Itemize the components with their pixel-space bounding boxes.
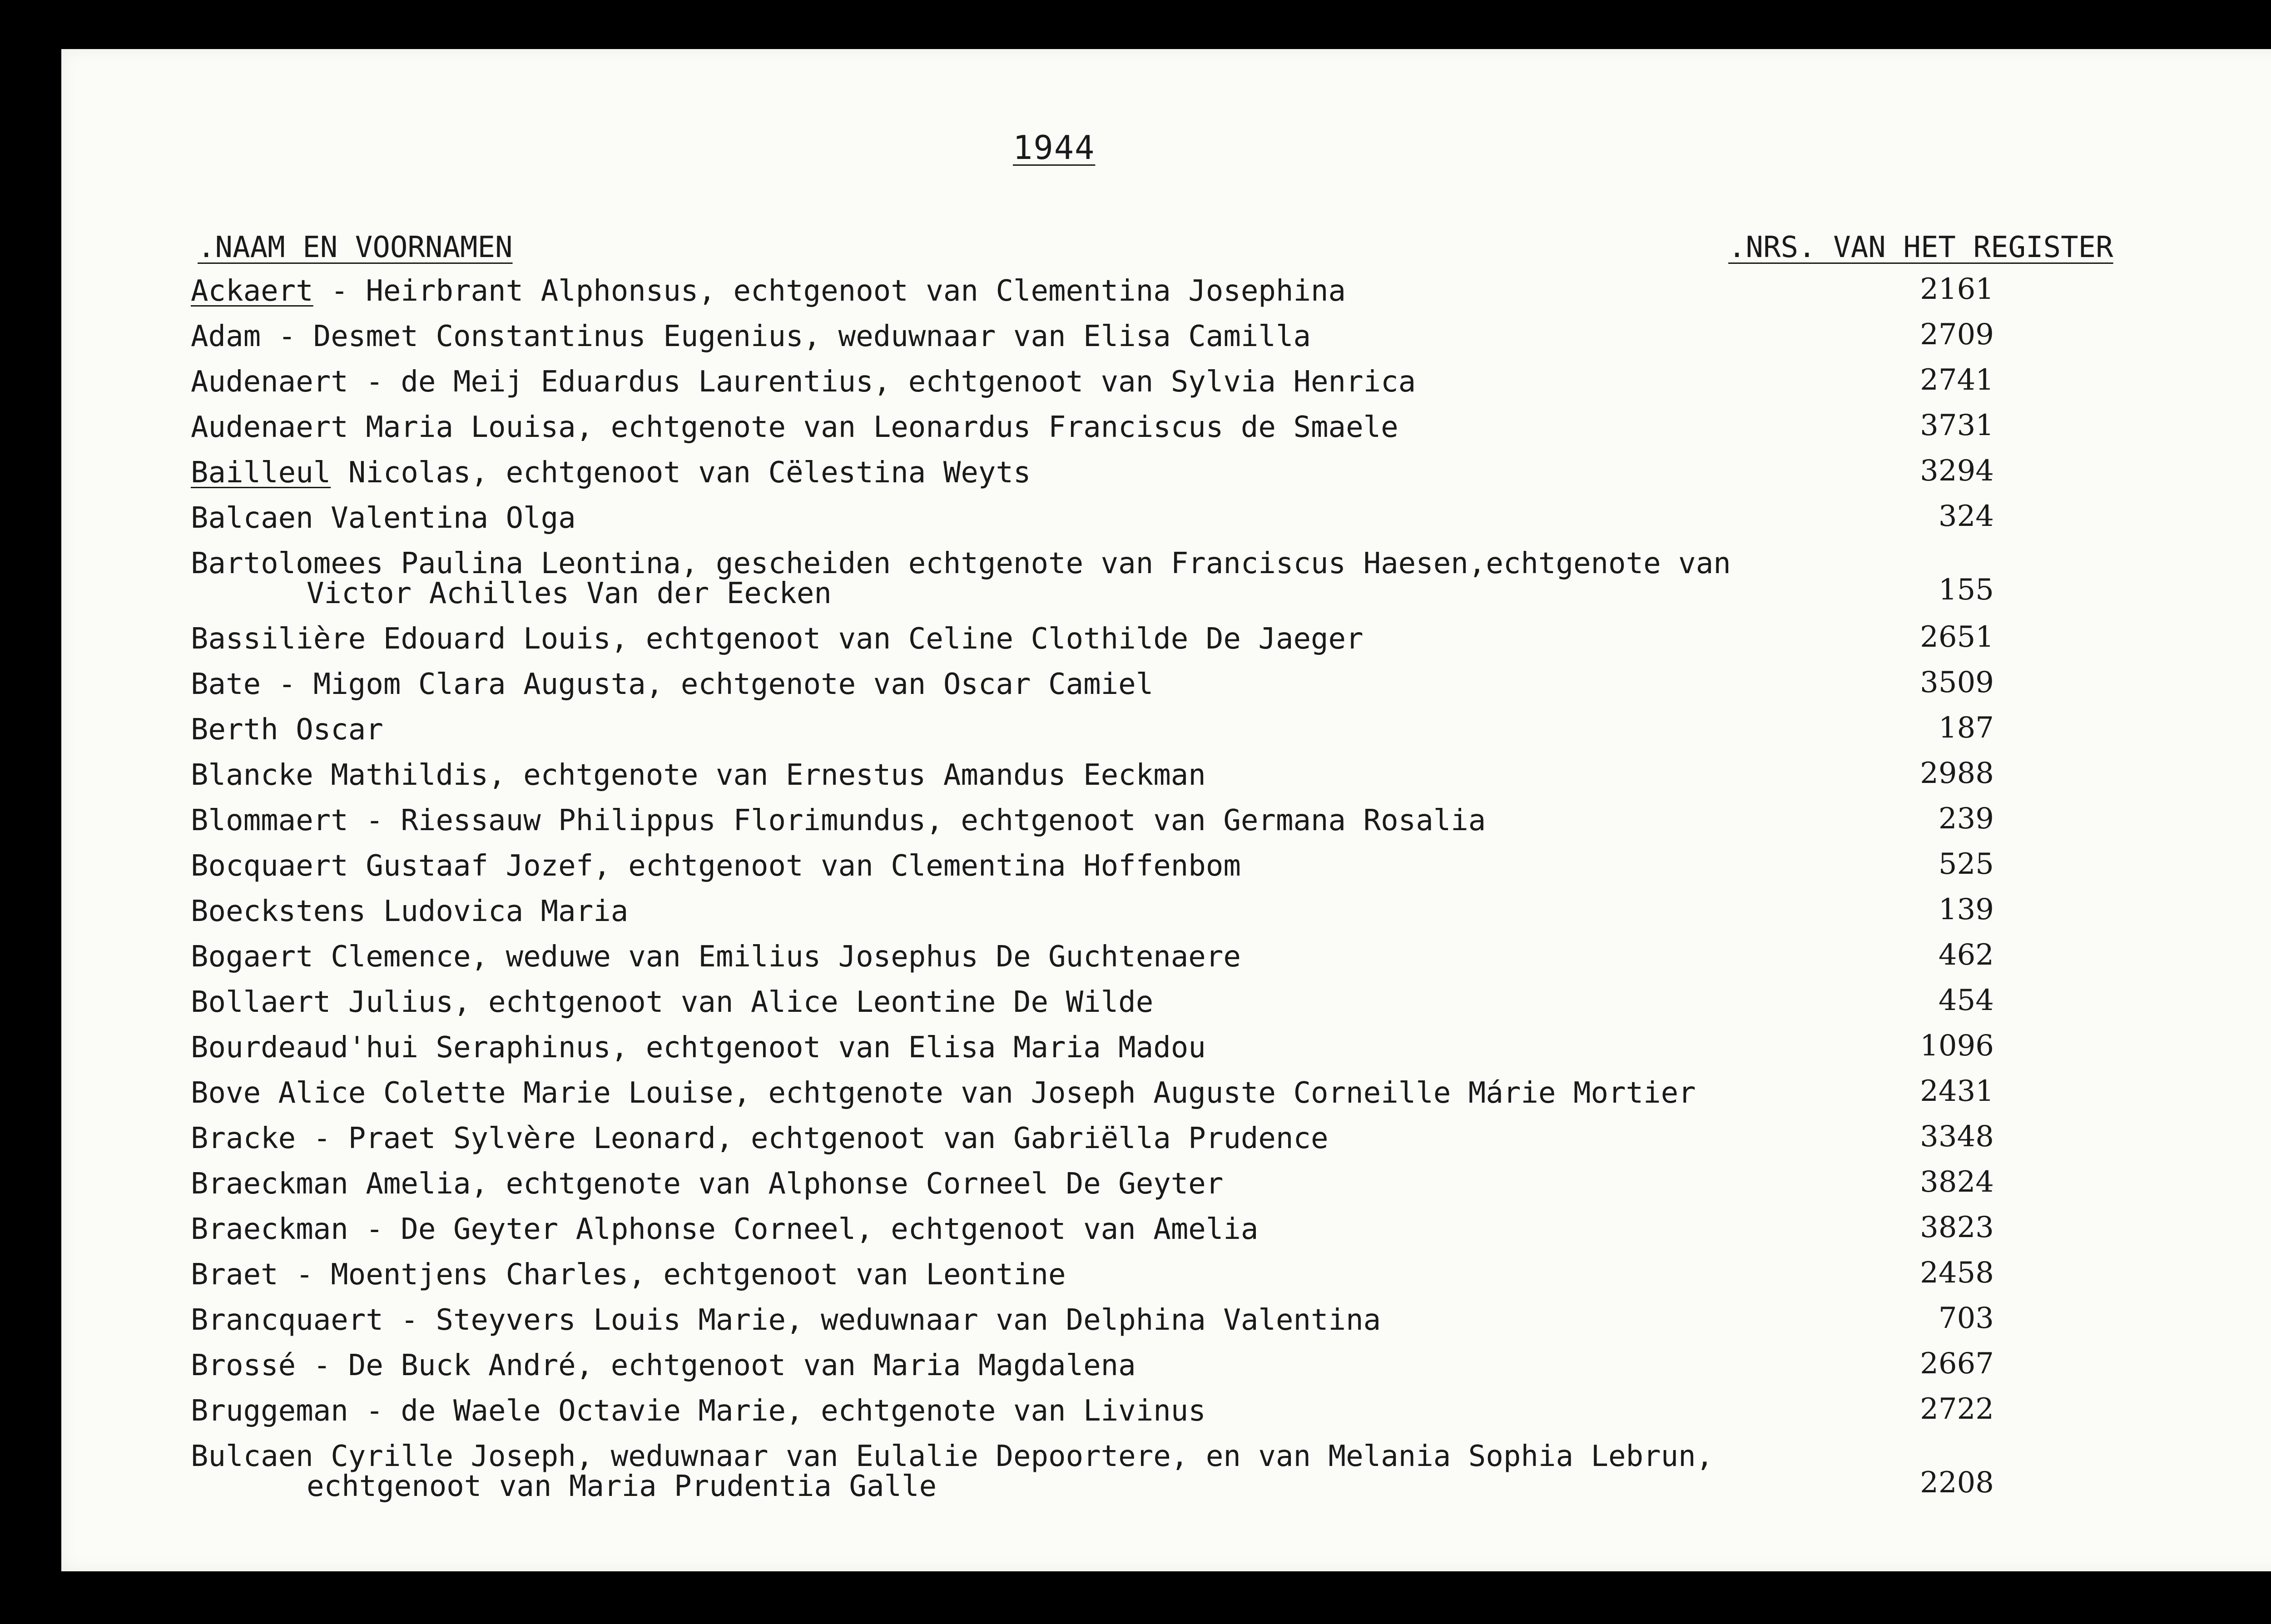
entry-description: Braeckman - De Geyter Alphonse Corneel, echtgenoot van Amelia	[191, 1213, 1259, 1246]
entry-register-number: 2431	[1920, 1074, 1994, 1108]
entry-description: Bove Alice Colette Marie Louise, echtgenote van Joseph Auguste Corneille Márie Mortier	[191, 1076, 1696, 1110]
register-entry	[191, 984, 2271, 1033]
entry-name	[191, 1441, 1713, 1501]
entry-name	[191, 1260, 1066, 1290]
register-entry	[191, 500, 2271, 549]
entry-name	[191, 276, 1346, 306]
entry-name	[191, 1305, 1381, 1335]
entry-name	[191, 851, 1241, 881]
entry-name	[191, 322, 1311, 352]
register-entry	[191, 318, 2271, 367]
register-entry	[191, 409, 2271, 458]
entry-register-number: 3824	[1920, 1165, 1994, 1199]
entry-description: Bartolomees Paulina Leontina, gescheiden echtgenote van Franciscus Haesen,echtgenote van	[191, 547, 1731, 580]
register-entry	[191, 454, 2271, 503]
entry-surname-underlined: Ackaert	[191, 274, 313, 308]
entry-description: Blommaert - Riessauw Philippus Florimundus, echtgenoot van Germana Rosalia	[191, 804, 1486, 837]
register-entry	[191, 847, 2271, 896]
entry-description: Boeckstens Ludovica Maria	[191, 895, 629, 928]
column-header-register: .NRS. VAN HET REGISTER	[1728, 231, 2113, 264]
entry-register-number: 2161	[1920, 272, 1994, 306]
register-entry	[191, 711, 2271, 760]
entry-name	[191, 1169, 1223, 1199]
entry-description: Audenaert - de Meij Eduardus Laurentius, echtgenoot van Sylvia Henrica	[191, 365, 1416, 399]
register-entry	[191, 620, 2271, 669]
register-entry	[191, 272, 2271, 322]
entry-register-number: 2651	[1920, 620, 1994, 654]
page-year: 1944	[1013, 129, 1096, 167]
entry-description: Nicolas, echtgenoot van Cëlestina Weyts	[331, 456, 1031, 490]
entry-register-number: 239	[1938, 802, 1994, 836]
register-entry	[191, 1211, 2271, 1260]
entry-register-number: 462	[1938, 938, 1994, 972]
entry-register-number: 2709	[1920, 318, 1994, 352]
entry-description: Bruggeman - de Waele Octavie Marie, echtgenote van Livinus	[191, 1394, 1206, 1428]
register-entry	[191, 1256, 2271, 1305]
entry-name	[191, 715, 383, 745]
entry-description: Blancke Mathildis, echtgenote van Ernestus Amandus Eeckman	[191, 758, 1206, 792]
entry-register-number: 525	[1938, 847, 1994, 881]
register-entry	[191, 1347, 2271, 1396]
entry-register-number: 2722	[1920, 1392, 1994, 1426]
entry-register-number: 2741	[1920, 363, 1994, 397]
entry-description: Adam - Desmet Constantinus Eugenius, weduwnaar van Elisa Camilla	[191, 320, 1311, 353]
entry-description: Audenaert Maria Louisa, echtgenote van Leonardus Franciscus de Smaele	[191, 411, 1398, 444]
entry-continuation: Victor Achilles Van der Eecken	[307, 577, 832, 610]
entry-description: Bogaert Clemence, weduwe van Emilius Josephus De Guchtenaere	[191, 940, 1241, 974]
document-page	[61, 49, 2271, 1571]
register-entry	[191, 757, 2271, 806]
entry-register-number: 454	[1938, 984, 1994, 1017]
entry-register-number: 3509	[1920, 666, 1994, 699]
entry-name	[191, 367, 1416, 397]
entry-name	[191, 1351, 1136, 1381]
entry-name	[191, 412, 1398, 442]
entry-register-number: 2458	[1920, 1256, 1994, 1290]
entry-name	[191, 1124, 1329, 1154]
entry-name	[191, 942, 1241, 972]
entry-surname-underlined: Bailleul	[191, 456, 331, 490]
entry-name	[191, 987, 1153, 1017]
entry-description: Brancquaert - Steyvers Louis Marie, weduwnaar van Delphina Valentina	[191, 1303, 1381, 1337]
entry-description: Braet - Moentjens Charles, echtgenoot van Leontine	[191, 1258, 1066, 1292]
register-entry	[191, 938, 2271, 987]
register-entry	[191, 1441, 2271, 1517]
register-entry	[191, 1392, 2271, 1441]
entry-description: Braeckman Amelia, echtgenote van Alphonse Corneel De Geyter	[191, 1167, 1224, 1201]
entry-description: Berth Oscar	[191, 713, 383, 747]
register-entry	[191, 1029, 2271, 1078]
entry-register-number: 187	[1938, 711, 1994, 745]
register-entry	[191, 1074, 2271, 1124]
register-entry	[191, 1302, 2271, 1351]
column-header-name: .NAAM EN VOORNAMEN	[198, 231, 513, 264]
entry-name	[191, 1033, 1206, 1063]
entry-name	[191, 1078, 1696, 1108]
entry-name	[191, 806, 1486, 836]
entry-name	[191, 549, 1731, 609]
register-entry	[191, 666, 2271, 715]
entry-name	[191, 458, 1031, 488]
entry-name	[191, 503, 576, 533]
entry-register-number: 2208	[1920, 1466, 1994, 1500]
entry-description: - Heirbrant Alphonsus, echtgenoot van Clementina Josephina	[313, 274, 1346, 308]
entry-description: Bracke - Praet Sylvère Leonard, echtgenoot van Gabriëlla Prudence	[191, 1122, 1329, 1155]
register-entry	[191, 363, 2271, 412]
entry-description: Bate - Migom Clara Augusta, echtgenote van Oscar Camiel	[191, 668, 1154, 701]
entry-name	[191, 1396, 1206, 1426]
entry-register-number: 3823	[1920, 1211, 1994, 1244]
entry-description: Bulcaen Cyrille Joseph, weduwnaar van Eulalie Depoortere, en van Melania Sophia Lebrun,	[191, 1440, 1714, 1473]
entry-description: Bollaert Julius, echtgenoot van Alice Leontine De Wilde	[191, 985, 1154, 1019]
entry-description: Bassilière Edouard Louis, echtgenoot van Celine Clothilde De Jaeger	[191, 622, 1364, 656]
entry-register-number: 324	[1938, 500, 1994, 533]
entry-register-number: 155	[1938, 573, 1994, 607]
entry-register-number: 3294	[1920, 454, 1994, 488]
entry-description: Bourdeaud'hui Seraphinus, echtgenoot van Elisa Maria Madou	[191, 1031, 1206, 1065]
register-entry	[191, 1165, 2271, 1214]
entry-register-number: 1096	[1920, 1029, 1994, 1063]
entry-continuation: echtgenoot van Maria Prudentia Galle	[307, 1470, 937, 1503]
entry-register-number: 703	[1938, 1302, 1994, 1335]
entry-name	[191, 1214, 1258, 1244]
entry-register-number: 139	[1938, 893, 1994, 926]
entry-name	[191, 896, 628, 926]
entry-description: Bocquaert Gustaaf Jozef, echtgenoot van Clementina Hoffenbom	[191, 849, 1241, 883]
register-entry	[191, 893, 2271, 942]
entry-name	[191, 624, 1364, 654]
entry-register-number: 3731	[1920, 409, 1994, 442]
register-entry	[191, 802, 2271, 851]
entry-register-number: 2988	[1920, 757, 1994, 790]
register-list	[191, 272, 2271, 1517]
entry-description: Brossé - De Buck André, echtgenoot van Maria Magdalena	[191, 1349, 1136, 1382]
entry-name	[191, 760, 1206, 790]
entry-description: Balcaen Valentina Olga	[191, 501, 576, 535]
entry-register-number: 3348	[1920, 1120, 1994, 1154]
register-entry	[191, 1120, 2271, 1169]
entry-name	[191, 669, 1153, 699]
register-entry	[191, 549, 2271, 624]
entry-register-number: 2667	[1920, 1347, 1994, 1381]
